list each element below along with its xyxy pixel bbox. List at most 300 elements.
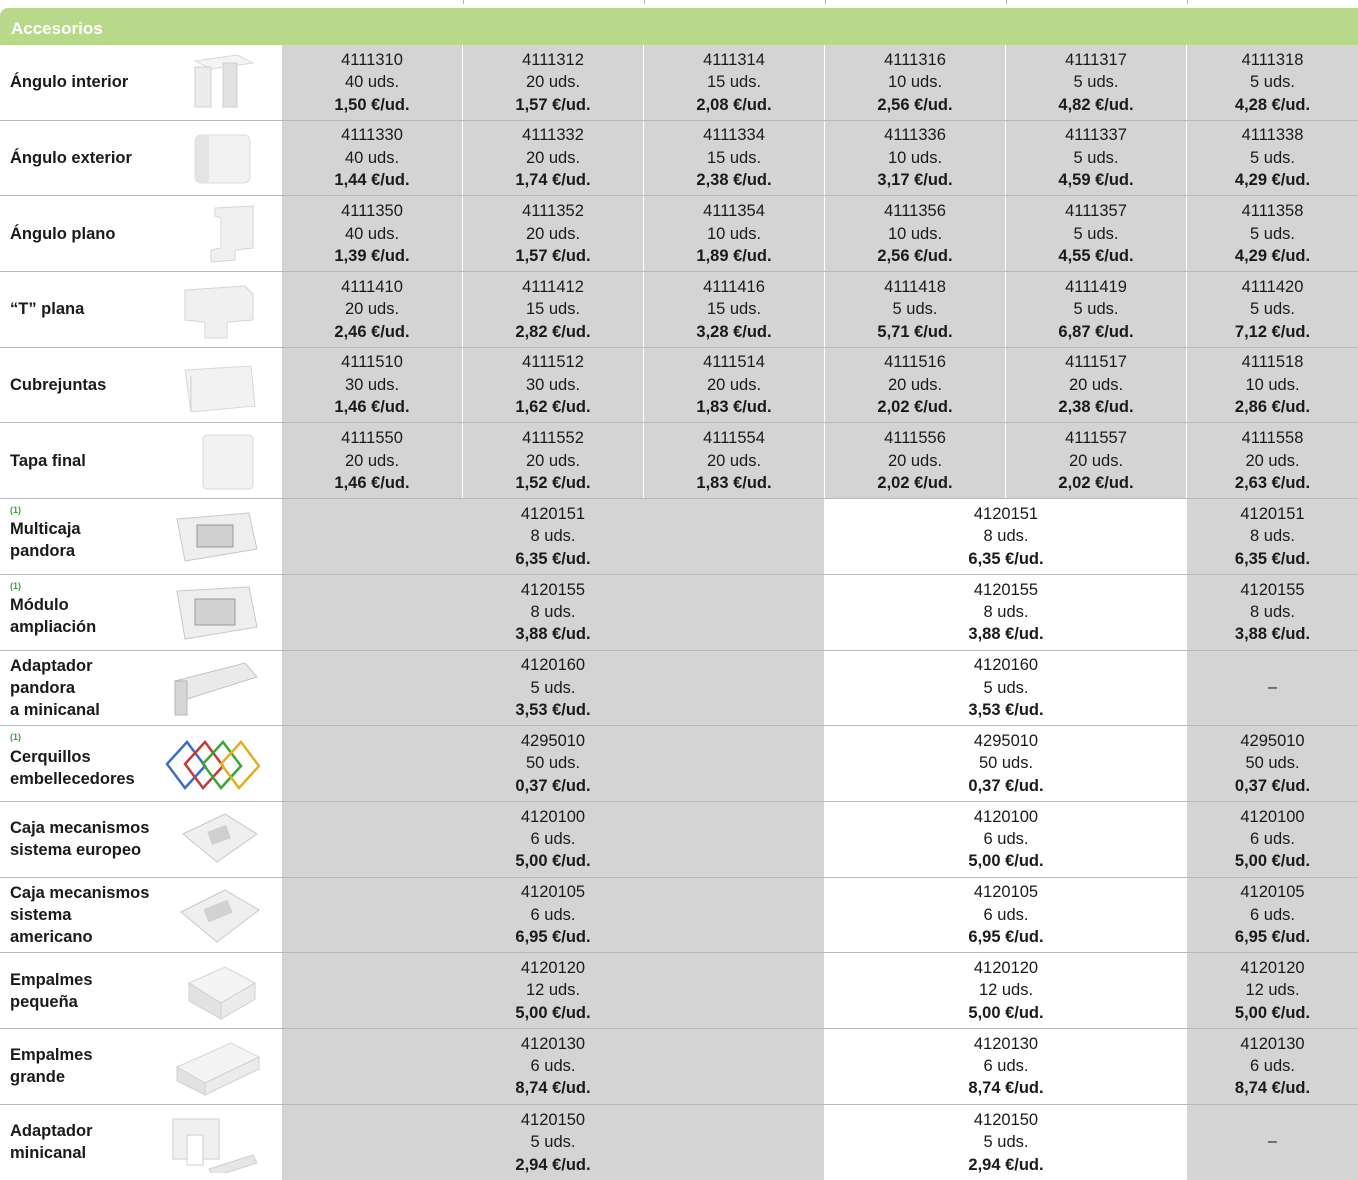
pack-quantity: 5 uds. — [1250, 148, 1295, 167]
unit-price: 1,57 €/ud. — [515, 246, 591, 265]
price-cells — [282, 726, 1358, 801]
reference-code: 4120100 — [1240, 807, 1305, 826]
price-cell — [463, 348, 644, 423]
unit-price: 1,52 €/ud. — [515, 473, 591, 492]
pack-quantity: 8 uds. — [1250, 602, 1295, 621]
unit-price: 2,08 €/ud. — [696, 95, 772, 114]
unit-price: 0,37 €/ud. — [515, 776, 591, 795]
product-name-line: grande — [10, 1068, 66, 1087]
pack-quantity: 20 uds. — [525, 148, 581, 167]
reference-code: 4120150 — [973, 1110, 1039, 1129]
pack-quantity: 6 uds. — [1250, 830, 1295, 849]
table-row — [0, 45, 1358, 121]
product-name — [10, 1105, 93, 1180]
price-cells — [282, 348, 1358, 423]
flat-angle-icon — [165, 204, 260, 264]
product-name-line: Cerquillos — [10, 747, 91, 766]
pack-quantity: 5 uds. — [1073, 224, 1119, 243]
unit-price: 8,74 €/ud. — [968, 1079, 1044, 1098]
pack-quantity: 50 uds. — [978, 754, 1034, 773]
pack-quantity: 12 uds. — [1245, 981, 1300, 1000]
large-junction-icon — [165, 1037, 260, 1097]
price-cell — [463, 196, 644, 271]
price-cells — [282, 802, 1358, 877]
reference-code: 4111332 — [522, 126, 584, 145]
pack-quantity: 5 uds. — [530, 678, 576, 697]
price-cells — [282, 953, 1358, 1028]
table-row — [0, 272, 1358, 348]
price-cells — [282, 272, 1358, 347]
product-name-line: embellecedores — [10, 769, 135, 788]
unit-price: 1,62 €/ud. — [515, 398, 591, 417]
unit-price: 1,57 €/ud. — [515, 95, 591, 114]
reference-code: 4111350 — [341, 202, 403, 221]
pack-quantity: 6 uds. — [1250, 1057, 1295, 1076]
reference-code: 4111330 — [341, 126, 403, 145]
price-cell — [825, 1029, 1187, 1104]
pack-quantity: 6 uds. — [530, 1057, 576, 1076]
pack-quantity: 20 uds. — [706, 375, 762, 394]
price-cell — [282, 121, 463, 196]
price-cell — [282, 726, 825, 801]
unit-price: 5,00 €/ud. — [968, 1003, 1044, 1022]
reference-code: 4120151 — [1240, 504, 1305, 523]
american-box-icon — [165, 886, 260, 946]
price-cell — [282, 802, 825, 877]
price-cell — [1187, 802, 1358, 877]
unit-price: 5,00 €/ud. — [515, 1003, 591, 1022]
pack-quantity: 15 uds. — [525, 300, 581, 319]
reference-code: 4111550 — [341, 429, 403, 448]
product-name-line: Adaptador — [10, 656, 93, 675]
price-cells — [282, 575, 1358, 650]
price-cell — [1187, 348, 1358, 423]
unit-price: 1,44 €/ud. — [334, 171, 410, 190]
pack-quantity: 20 uds. — [1068, 375, 1124, 394]
footnote-marker: (1) — [10, 505, 21, 516]
pack-quantity: 20 uds. — [525, 224, 581, 243]
reference-code: 4120155 — [1240, 580, 1305, 599]
product-name-line: sistema — [10, 905, 72, 924]
price-cell — [1006, 348, 1187, 423]
pack-quantity: 5 uds. — [983, 678, 1029, 697]
unit-price: 1,83 €/ud. — [696, 473, 772, 492]
reference-code: 4120100 — [520, 807, 586, 826]
price-cell — [825, 726, 1187, 801]
price-cell — [282, 499, 825, 574]
unit-price: 6,35 €/ud. — [968, 549, 1044, 568]
product-name-line: americano — [10, 927, 93, 946]
pack-quantity: 5 uds. — [1250, 224, 1295, 243]
price-cell — [282, 423, 463, 498]
footnote-marker: (1) — [10, 732, 21, 743]
table-row — [0, 953, 1358, 1029]
price-cell — [825, 802, 1187, 877]
product-name — [10, 575, 96, 650]
pack-quantity: 8 uds. — [983, 527, 1029, 546]
not-available: – — [1268, 1133, 1277, 1151]
price-cell — [282, 196, 463, 271]
product-name-line: pequeña — [10, 992, 78, 1011]
reference-code: 4111557 — [1065, 429, 1127, 448]
pack-quantity: 6 uds. — [983, 830, 1029, 849]
section-title: Accesorios — [11, 19, 103, 38]
reference-code: 4111412 — [522, 277, 584, 296]
minichannel-adapter-icon — [165, 1113, 260, 1173]
price-cell — [644, 423, 825, 498]
unit-price: 2,63 €/ud. — [1234, 473, 1311, 492]
reference-code: 4120130 — [1240, 1034, 1305, 1053]
product-name-line: Cubrejuntas — [10, 376, 107, 395]
price-cell — [825, 45, 1006, 120]
reference-code: 4111556 — [884, 429, 946, 448]
reference-code: 4111410 — [341, 277, 403, 296]
price-cell — [282, 1029, 825, 1104]
pack-quantity: 5 uds. — [1073, 73, 1119, 92]
pack-quantity: 5 uds. — [983, 1133, 1029, 1152]
product-name-line: minicanal — [10, 1144, 87, 1163]
unit-price: 8,74 €/ud. — [1234, 1079, 1311, 1098]
unit-price: 4,29 €/ud. — [1234, 171, 1311, 190]
reference-code: 4111352 — [522, 202, 584, 221]
product-name — [10, 423, 86, 498]
pack-quantity: 6 uds. — [1250, 905, 1295, 924]
pack-quantity: 10 uds. — [887, 73, 943, 92]
unit-price: 5,00 €/ud. — [1234, 852, 1311, 871]
unit-price: 4,28 €/ud. — [1234, 95, 1311, 114]
small-junction-icon — [165, 961, 260, 1021]
product-name-line: Tapa final — [10, 451, 86, 470]
product-name-line: ampliación — [10, 618, 97, 637]
unit-price: 2,46 €/ud. — [334, 322, 410, 341]
reference-code: 4111316 — [884, 50, 946, 69]
price-cells — [282, 196, 1358, 271]
unit-price: 5,00 €/ud. — [1234, 1003, 1311, 1022]
table-row — [0, 726, 1358, 802]
price-cell — [1187, 423, 1358, 498]
product-name-line: a minicanal — [10, 700, 100, 719]
reference-code: 4295010 — [520, 731, 586, 750]
pack-quantity: 6 uds. — [530, 830, 576, 849]
price-cell — [825, 423, 1006, 498]
price-cell — [282, 651, 825, 726]
product-name — [10, 196, 115, 271]
price-cell — [1006, 45, 1187, 120]
pack-quantity: 6 uds. — [983, 905, 1029, 924]
product-name — [10, 651, 100, 726]
product-name-line: Multicaja — [10, 520, 81, 539]
unit-price: 2,38 €/ud. — [696, 171, 772, 190]
reference-code: 4111357 — [1065, 202, 1127, 221]
price-cell — [1187, 121, 1358, 196]
table-row — [0, 348, 1358, 424]
table-row — [0, 1029, 1358, 1105]
pack-quantity: 20 uds. — [1068, 451, 1124, 470]
reference-code: 4111518 — [1241, 353, 1304, 372]
reference-code: 4295010 — [973, 731, 1039, 750]
interior-angle-icon — [165, 53, 260, 113]
reference-code: 4120155 — [973, 580, 1039, 599]
pack-quantity: 12 uds. — [525, 981, 581, 1000]
product-name — [10, 45, 128, 120]
pack-quantity: 10 uds. — [887, 148, 943, 167]
price-cell — [825, 272, 1006, 347]
unit-price: 2,94 €/ud. — [515, 1155, 591, 1174]
price-cell — [825, 878, 1187, 953]
reference-code: 4111420 — [1241, 277, 1304, 296]
unit-price: 3,88 €/ud. — [1234, 625, 1311, 644]
reference-code: 4111419 — [1065, 277, 1127, 296]
price-cells — [282, 499, 1358, 574]
pack-quantity: 8 uds. — [530, 602, 576, 621]
unit-price: 1,83 €/ud. — [696, 398, 772, 417]
pack-quantity: 20 uds. — [525, 73, 581, 92]
table-row — [0, 1105, 1358, 1180]
pack-quantity: 8 uds. — [983, 602, 1029, 621]
pack-quantity: 20 uds. — [1245, 451, 1300, 470]
price-cell — [825, 1105, 1187, 1180]
exterior-angle-icon — [165, 129, 260, 189]
price-cell — [825, 953, 1187, 1028]
previous-table-edge — [282, 0, 1358, 4]
product-name — [10, 272, 84, 347]
pack-quantity: 5 uds. — [530, 1133, 576, 1152]
product-name — [10, 1029, 93, 1104]
reference-code: 4111314 — [703, 50, 765, 69]
table-row — [0, 575, 1358, 651]
unit-price: 2,02 €/ud. — [877, 398, 953, 417]
price-cell — [282, 953, 825, 1028]
unit-price: 0,37 €/ud. — [968, 776, 1044, 795]
reference-code: 4111358 — [1241, 202, 1304, 221]
price-cell — [282, 272, 463, 347]
price-cells — [282, 1105, 1358, 1180]
reference-code: 4111317 — [1065, 50, 1127, 69]
unit-price: 4,29 €/ud. — [1234, 246, 1311, 265]
unit-price: 5,00 €/ud. — [968, 852, 1044, 871]
pack-quantity: 5 uds. — [1073, 300, 1119, 319]
product-name-line: Ángulo plano — [10, 224, 116, 243]
unit-price: 6,35 €/ud. — [515, 549, 591, 568]
product-name-line: Caja mecanismos — [10, 883, 150, 902]
adapter-icon — [165, 659, 260, 719]
unit-price: 5,71 €/ud. — [877, 322, 953, 341]
unit-price: 1,89 €/ud. — [696, 246, 772, 265]
unit-price: 6,95 €/ud. — [515, 928, 591, 947]
product-name — [10, 878, 149, 953]
reference-code: 4111554 — [703, 429, 765, 448]
pack-quantity: 10 uds. — [887, 224, 943, 243]
reference-code: 4120151 — [973, 504, 1039, 523]
price-cell — [1006, 423, 1187, 498]
price-cell — [282, 878, 825, 953]
unit-price: 0,37 €/ud. — [1234, 776, 1311, 795]
pack-quantity: 6 uds. — [983, 1057, 1029, 1076]
pack-quantity: 15 uds. — [706, 73, 762, 92]
price-cell — [282, 1105, 825, 1180]
reference-code: 4111356 — [884, 202, 946, 221]
unit-price: 6,95 €/ud. — [1234, 928, 1311, 947]
pack-quantity: 20 uds. — [344, 451, 400, 470]
table-row — [0, 423, 1358, 499]
unit-price: 3,17 €/ud. — [877, 171, 953, 190]
price-cell — [1006, 196, 1187, 271]
reference-code: 4111552 — [522, 429, 584, 448]
reference-code: 4111418 — [884, 277, 946, 296]
table-row — [0, 121, 1358, 197]
reference-code: 4111312 — [522, 50, 584, 69]
section-header — [0, 8, 1358, 45]
unit-price: 6,35 €/ud. — [1234, 549, 1311, 568]
unit-price: 3,88 €/ud. — [515, 625, 591, 644]
pack-quantity: 5 uds. — [1250, 300, 1295, 319]
price-cells — [282, 121, 1358, 196]
price-cell — [463, 45, 644, 120]
price-cell — [1187, 575, 1358, 650]
pack-quantity: 8 uds. — [530, 527, 576, 546]
reference-code: 4111517 — [1065, 353, 1127, 372]
pack-quantity: 30 uds. — [525, 375, 581, 394]
end-cap-icon — [165, 431, 260, 491]
pack-quantity: 20 uds. — [706, 451, 762, 470]
pack-quantity: 20 uds. — [525, 451, 581, 470]
reference-code: 4111416 — [703, 277, 765, 296]
product-name-line: Módulo — [10, 596, 69, 615]
price-cell — [1187, 651, 1358, 726]
price-cells — [282, 1029, 1358, 1104]
reference-code: 4120151 — [520, 504, 586, 523]
pack-quantity: 20 uds. — [887, 451, 943, 470]
unit-price: 1,39 €/ud. — [334, 246, 410, 265]
price-cell — [1187, 196, 1358, 271]
unit-price: 1,46 €/ud. — [334, 473, 410, 492]
unit-price: 2,86 €/ud. — [1234, 398, 1311, 417]
unit-price: 1,74 €/ud. — [515, 171, 591, 190]
unit-price: 4,55 €/ud. — [1058, 246, 1134, 265]
unit-price: 3,28 €/ud. — [696, 322, 772, 341]
unit-price: 2,56 €/ud. — [877, 246, 953, 265]
unit-price: 2,02 €/ud. — [1058, 473, 1134, 492]
price-cell — [463, 272, 644, 347]
price-cell — [825, 196, 1006, 271]
product-name-line: pandora — [10, 542, 76, 561]
price-cell — [282, 348, 463, 423]
pack-quantity: 5 uds. — [1073, 148, 1119, 167]
price-cell — [463, 121, 644, 196]
pack-quantity: 40 uds. — [344, 73, 400, 92]
pack-quantity: 20 uds. — [887, 375, 943, 394]
reference-code: 4111516 — [884, 353, 946, 372]
price-cell — [1187, 272, 1358, 347]
table-row — [0, 802, 1358, 878]
price-cell — [463, 423, 644, 498]
pack-quantity: 15 uds. — [706, 148, 762, 167]
unit-price: 2,02 €/ud. — [877, 473, 953, 492]
price-cell — [1187, 878, 1358, 953]
product-name-line: “T” plana — [10, 300, 85, 319]
pack-quantity: 6 uds. — [530, 905, 576, 924]
table-row — [0, 651, 1358, 727]
product-name — [10, 348, 106, 423]
price-cell — [1187, 1029, 1358, 1104]
reference-code: 4120130 — [520, 1034, 586, 1053]
reference-code: 4120160 — [973, 656, 1039, 675]
unit-price: 3,53 €/ud. — [515, 701, 591, 720]
unit-price: 2,56 €/ud. — [877, 95, 953, 114]
reference-code: 4120120 — [1240, 958, 1305, 977]
price-cell — [1187, 726, 1358, 801]
reference-code: 4111310 — [341, 50, 403, 69]
reference-code: 4111334 — [703, 126, 765, 145]
pack-quantity: 30 uds. — [344, 375, 400, 394]
unit-price: 2,38 €/ud. — [1058, 398, 1134, 417]
pack-quantity: 50 uds. — [1245, 754, 1300, 773]
european-box-icon — [165, 810, 260, 870]
unit-price: 4,59 €/ud. — [1058, 171, 1134, 190]
pack-quantity: 12 uds. — [978, 981, 1034, 1000]
reference-code: 4120120 — [973, 958, 1039, 977]
pack-quantity: 10 uds. — [706, 224, 762, 243]
reference-code: 4111510 — [341, 353, 403, 372]
reference-code: 4120130 — [973, 1034, 1039, 1053]
price-cell — [644, 272, 825, 347]
pack-quantity: 20 uds. — [344, 300, 400, 319]
price-cell — [644, 196, 825, 271]
pack-quantity: 40 uds. — [344, 224, 400, 243]
reference-code: 4111354 — [703, 202, 765, 221]
unit-price: 5,00 €/ud. — [515, 852, 591, 871]
unit-price: 6,95 €/ud. — [968, 928, 1044, 947]
price-cell — [644, 45, 825, 120]
extension-module-icon — [165, 583, 260, 643]
price-cell — [825, 651, 1187, 726]
pack-quantity: 8 uds. — [1250, 527, 1295, 546]
pack-quantity: 40 uds. — [344, 148, 400, 167]
unit-price: 3,88 €/ud. — [968, 625, 1044, 644]
product-name — [10, 802, 149, 877]
not-available: – — [1268, 678, 1277, 696]
reference-code: 4111512 — [522, 353, 584, 372]
price-cells — [282, 45, 1358, 120]
price-cells — [282, 651, 1358, 726]
product-table — [0, 45, 1358, 1180]
reference-code: 4120160 — [520, 656, 586, 675]
footnote-marker: (1) — [10, 580, 21, 591]
price-cell — [1006, 121, 1187, 196]
reference-code: 4120105 — [520, 883, 586, 902]
unit-price: 8,74 €/ud. — [515, 1079, 591, 1098]
reference-code: 4120100 — [973, 807, 1039, 826]
reference-code: 4295010 — [1240, 731, 1305, 750]
price-cell — [1187, 953, 1358, 1028]
unit-price: 2,94 €/ud. — [968, 1155, 1044, 1174]
product-name-line: Ángulo interior — [10, 73, 129, 92]
price-cell — [282, 575, 825, 650]
pack-quantity: 5 uds. — [1250, 73, 1295, 92]
price-cell — [1187, 499, 1358, 574]
reference-code: 4111337 — [1065, 126, 1127, 145]
product-name-line: sistema europeo — [10, 841, 142, 860]
multibox-icon — [165, 507, 260, 567]
table-row — [0, 878, 1358, 954]
pack-quantity: 10 uds. — [1245, 375, 1300, 394]
price-cell — [644, 121, 825, 196]
product-name-line: pandora — [10, 678, 76, 697]
joint-cover-icon — [165, 356, 260, 416]
product-name — [10, 499, 81, 574]
reference-code: 4120105 — [1240, 883, 1305, 902]
price-cell — [1006, 272, 1187, 347]
